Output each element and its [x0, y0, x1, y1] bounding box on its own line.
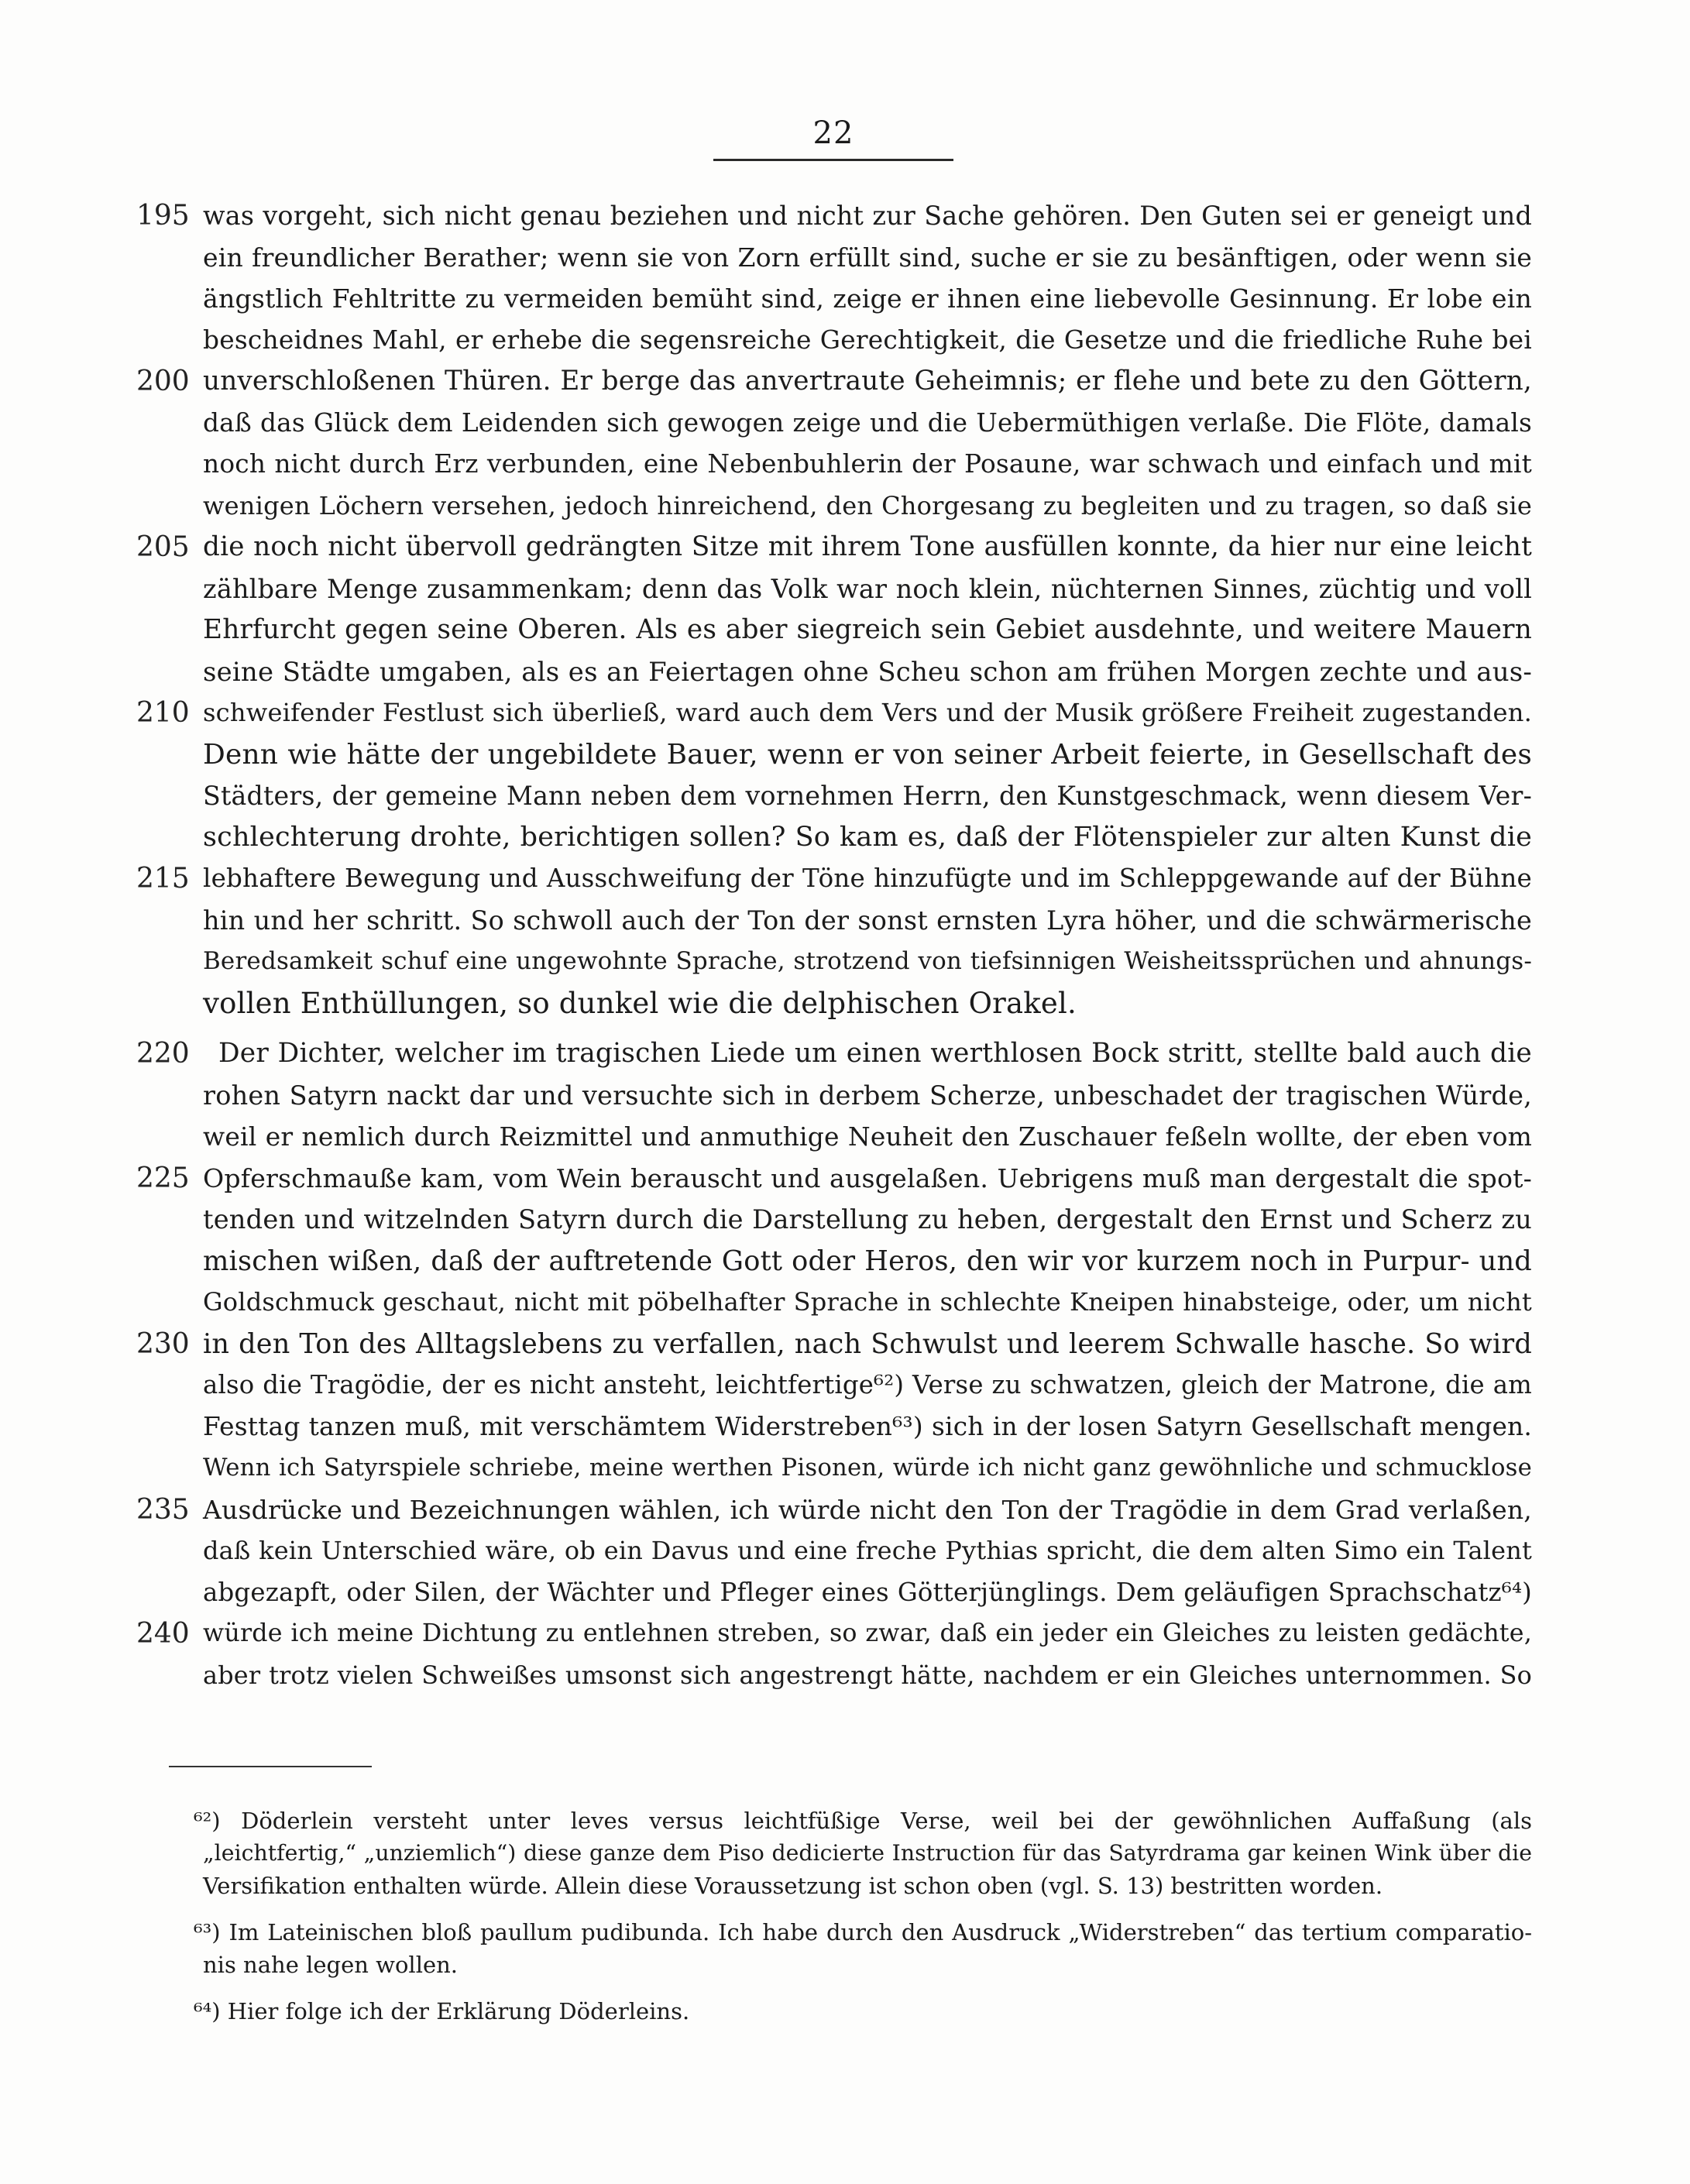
main-text	[0, 195, 1690, 1696]
text-line	[0, 1530, 1690, 1572]
footnote-line: „leichtfertig,“ „unziemlich“) diese ganze dem Piso dedicierte Instruction für das Satyrdrama gar keinen Wink über die	[203, 1840, 1532, 1866]
text-line	[0, 1324, 1690, 1365]
text-line	[0, 610, 1690, 651]
text-line	[0, 983, 1690, 1025]
text-line	[0, 692, 1690, 734]
text-line	[0, 1116, 1690, 1158]
text-line	[0, 1406, 1690, 1448]
text-line	[0, 1033, 1690, 1075]
text-line	[0, 734, 1690, 776]
line-text: Ehrfurcht gegen seine Oberen. Als es aber siegreich sein Gebiet ausdehnte, und weitere Mauern	[203, 614, 1532, 645]
line-text: abgezapft, oder Silen, der Wächter und Pfleger eines Götterjünglings. Dem geläufigen Sprachschatz⁶⁴)	[203, 1577, 1532, 1607]
line-text: vollen Enthüllungen, so dunkel wie die delphischen Orakel.	[203, 986, 1077, 1020]
line-text: tenden und witzelnden Satyrn durch die Darstellung zu heben, dergestalt den Ernst und Scherz zu	[203, 1204, 1532, 1235]
line-number: 215	[136, 863, 190, 895]
text-line	[0, 1613, 1690, 1655]
text-line	[0, 900, 1690, 942]
line-number: 205	[136, 531, 190, 563]
line-number: 195	[136, 200, 190, 232]
header-rule	[713, 159, 953, 161]
line-text: daß das Glück dem Leidenden sich gewogen zeige und die Uebermüthigen verlaße. Die Flöte, damals	[203, 407, 1532, 438]
line-text: bescheidnes Mahl, er erhebe die segensreiche Gerechtigkeit, die Gesetze und die friedliche Ruhe bei	[203, 325, 1532, 355]
line-text: schweifender Festlust sich überließ, ward auch dem Vers und der Musik größere Freiheit zugestanden.	[203, 698, 1532, 727]
line-text: lebhaftere Bewegung und Ausschweifung der Töne hinzufügte und im Schleppgewande auf der Bühne	[203, 864, 1532, 893]
line-number: 225	[136, 1162, 190, 1194]
footnote-rule	[169, 1766, 372, 1767]
footnote-line: ⁶³) Im Lateinischen bloß paullum pudibunda. Ich habe durch den Ausdruck „Widerstreben“ das tertium comparatio-	[194, 1919, 1532, 1945]
text-line	[0, 1282, 1690, 1324]
footnote-64	[0, 1995, 1690, 2028]
line-text: aber trotz vielen Schweißes umsonst sich angestrengt hätte, nachdem er ein Gleiches unternommen. So	[203, 1660, 1532, 1690]
text-line	[0, 1158, 1690, 1200]
line-text: weil er nemlich durch Reizmittel und anmuthige Neuheit den Zuschauer feßeln wollte, der eben vom	[203, 1121, 1532, 1152]
footnote-63	[0, 1916, 1690, 1949]
line-text: rohen Satyrn nackt dar und versuchte sich in derbem Scherze, unbeschadet der tragischen Würde,	[203, 1080, 1532, 1111]
text-line	[0, 1199, 1690, 1241]
line-text: daß kein Unterschied wäre, ob ein Davus und eine freche Pythias spricht, die dem alten Simo ein Talent	[203, 1536, 1532, 1565]
footnote-62	[0, 1870, 1690, 1902]
line-text: unverschloßenen Thüren. Er berge das anvertraute Geheimnis; er flehe und bete zu den Göttern,	[203, 366, 1532, 397]
footnote-line: nis nahe legen wollen.	[203, 1952, 459, 1978]
text-line	[0, 195, 1690, 237]
text-line	[0, 568, 1690, 610]
text-line	[0, 361, 1690, 403]
line-text: was vorgeht, sich nicht genau beziehen und nicht zur Sache gehören. Den Guten sei er geneigt und	[203, 201, 1532, 231]
line-number: 240	[136, 1618, 190, 1650]
text-line	[0, 1365, 1690, 1406]
footnote-line: Versifikation enthalten würde. Allein diese Voraussetzung ist schon oben (vgl. S. 13) bestritten worden.	[203, 1873, 1383, 1899]
line-text: hin und her schritt. So schwoll auch der Ton der sonst ernsten Lyra höher, und die schwärmerische	[203, 905, 1532, 936]
line-text: Festtag tanzen muß, mit verschämtem Widerstreben⁶³) sich in der losen Satyrn Gesellschaft mengen.	[203, 1411, 1532, 1441]
line-text: Beredsamkeit schuf eine ungewohnte Sprache, strotzend von tiefsinnigen Weisheitssprüchen und ahnungs-	[203, 947, 1532, 975]
text-line	[0, 941, 1690, 983]
line-text: zählbare Menge zusammenkam; denn das Volk war noch klein, nüchternen Sinnes, züchtig und voll	[203, 573, 1532, 604]
text-line	[0, 1572, 1690, 1614]
line-text: Denn wie hätte der ungebildete Bauer, wenn er von seiner Arbeit feierte, in Gesellschaft des	[203, 738, 1532, 771]
line-number: 235	[136, 1493, 190, 1526]
line-text: Opferschmauße kam, vom Wein berauscht und ausgelaßen. Uebrigens muß man dergestalt die spot-	[203, 1162, 1532, 1193]
footnote-line: ⁶⁴) Hier folge ich der Erklärung Döderleins.	[194, 1998, 690, 2024]
line-text: wenigen Löchern versehen, jedoch hinreichend, den Chorgesang zu begleiten und zu tragen, so daß sie	[203, 490, 1532, 520]
line-text: Wenn ich Satyrspiele schriebe, meine werthen Pisonen, würde ich nicht ganz gewöhnliche und schmucklose	[203, 1454, 1532, 1482]
line-text: schlechterung drohte, berichtigen sollen? So kam es, daß der Flötenspieler zur alten Kunst die	[203, 821, 1532, 853]
line-text: seine Städte umgaben, als es an Feiertagen ohne Scheu schon am frühen Morgen zechte und aus-	[203, 656, 1532, 687]
text-line	[0, 278, 1690, 320]
text-line	[0, 1655, 1690, 1697]
footnote-62	[0, 1837, 1690, 1870]
text-line	[0, 651, 1690, 693]
line-text: mischen wißen, daß der auftretende Gott oder Heros, den wir vor kurzem noch in Purpur- und	[203, 1245, 1532, 1277]
text-line	[0, 486, 1690, 527]
line-text: die noch nicht übervoll gedrängten Sitze mit ihrem Tone ausfüllen konnte, da hier nur eine leicht	[203, 531, 1532, 562]
text-line	[0, 858, 1690, 900]
line-text: in den Ton des Alltagslebens zu verfallen, nach Schwulst und leerem Schwalle hasche. So wird	[203, 1327, 1532, 1360]
footnote-63	[0, 1949, 1690, 1981]
text-line	[0, 1241, 1690, 1283]
line-text: noch nicht durch Erz verbunden, eine Nebenbuhlerin der Posaune, war schwach und einfach und mit	[203, 449, 1532, 479]
text-line	[0, 1447, 1690, 1489]
line-text: Städters, der gemeine Mann neben dem vornehmen Herrn, den Kunstgeschmack, wenn diesem Ver-	[203, 781, 1532, 811]
line-text: ein freundlicher Berather; wenn sie von Zorn erfüllt sind, suche er sie zu besänftigen, oder wenn sie	[203, 242, 1532, 273]
text-line	[0, 403, 1690, 445]
text-line	[0, 1075, 1690, 1117]
text-line	[0, 237, 1690, 279]
page-number: 22	[812, 115, 854, 151]
text-line	[0, 527, 1690, 568]
line-number: 230	[136, 1327, 190, 1360]
line-text: Ausdrücke und Bezeichnungen wählen, ich würde nicht den Ton der Tragödie in dem Grad verlaßen,	[203, 1494, 1532, 1525]
line-number: 220	[136, 1038, 190, 1070]
text-line	[0, 1489, 1690, 1531]
footnote-62	[0, 1805, 1690, 1837]
line-text: Der Dichter, welcher im tragischen Liede um einen werthlosen Bock stritt, stellte bald auch die	[218, 1038, 1532, 1069]
footnotes	[0, 1805, 1690, 2028]
line-text: also die Tragödie, der es nicht ansteht, leichtfertige⁶²) Verse zu schwatzen, gleich der Matrone, die am	[203, 1370, 1532, 1399]
text-line	[0, 444, 1690, 486]
text-line	[0, 775, 1690, 817]
line-text: würde ich meine Dichtung zu entlehnen streben, so zwar, daß ein jeder ein Gleiches zu leisten gedächte,	[203, 1619, 1532, 1647]
line-text: Goldschmuck geschaut, nicht mit pöbelhafter Sprache in schlechte Kneipen hinabsteige, oder, um nicht	[203, 1287, 1532, 1317]
text-line	[0, 320, 1690, 362]
line-number: 210	[136, 697, 190, 729]
footnote-line: ⁶²) Döderlein versteht unter leves versus leichtfüßige Verse, weil bei der gewöhnlichen Auffaßung (als	[194, 1808, 1532, 1834]
line-number: 200	[136, 366, 190, 397]
text-line	[0, 817, 1690, 859]
line-text: ängstlich Fehltritte zu vermeiden bemüht sind, zeige er ihnen eine liebevolle Gesinnung. Er lobe ein	[203, 283, 1532, 314]
